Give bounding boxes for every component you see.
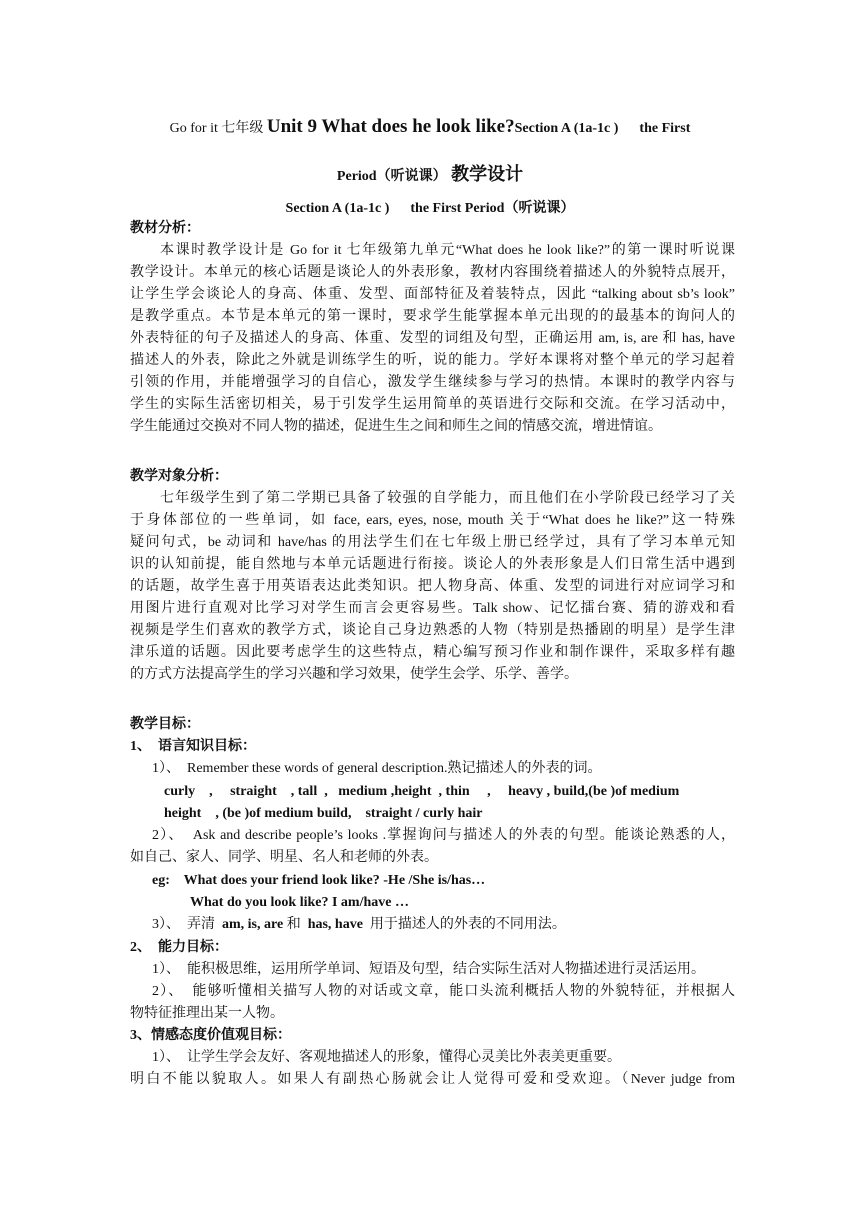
goal1-item2-cont: 如自己、家人、同学、明星、名人和老师的外表。: [130, 850, 438, 865]
materials-line: 学生的实际生活密切相关，易于引发学生运用简单的英语进行交际和交流。在学习活动中，: [130, 397, 735, 412]
goal1-heading: 1、 语言知识目标：: [130, 739, 256, 754]
materials-heading: 教材分析：: [130, 221, 200, 236]
goal1-words-line1: curly , straight , tall , medium ,height , thin , heavy , build,(be )of medium: [164, 784, 680, 799]
goal1-item1: 1）、 Remember these words of general description.熟记描述人的外表的词。: [152, 761, 602, 776]
materials-line: 描述人的外表，除此之外就是训练学生的听，说的能力。学好本课将对整个单元的学习起着: [130, 353, 735, 368]
materials-line: 教学设计。本单元的核心话题是谈论人的外表形象，教材内容围绕着描述人的外貌特点展开，: [130, 265, 735, 280]
goal1-item3-and: 和: [283, 917, 308, 932]
students-heading: 教学对象分析：: [130, 469, 228, 484]
students-line: 七年级学生到了第二学期已具备了较强的自学能力，而且他们在小学阶段已经学习了关: [160, 491, 735, 506]
document-title-line2: [0, 160, 860, 186]
materials-line: 本课时教学设计是 Go for it 七年级第九单元“What does he look like?”的第一课时听说课: [160, 243, 735, 258]
students-line: 疑问句式，be 动词和 have/has 的用法学生们在七年级上册已经学过，具有了学习本单元知: [130, 535, 735, 550]
goal2-item2: 2）、 能够听懂相关描写人物的对话或文章，能口头流利概括人物的外貌特征，并根据人: [152, 984, 735, 999]
goal3-item1-cont: 明白不能以貌取人。如果人有副热心肠就会让人觉得可爱和受欢迎。（Never judge from: [130, 1072, 735, 1087]
goal1-item3-verbs-have: has, have: [307, 917, 363, 932]
goal1-item3-suffix: 用于描述人的外表的不同用法。: [362, 917, 566, 932]
goal1-item3-prefix: 3）、 弄清: [152, 917, 222, 932]
materials-line: 外表特征的句子及描述人的身高、体重、发型的词组及句型，正确运用 am, is, are 和 has, have: [130, 331, 735, 346]
goal2-item1: 1）、 能积极思维，运用所学单词、短语及句型，结合实际生活对人物描述进行灵活运用。: [152, 962, 705, 977]
title-design: 教学设计: [446, 164, 524, 184]
goal1-words-line2: height , (be )of medium build, straight / curly hair: [164, 806, 483, 821]
document-title-line1: [0, 116, 860, 138]
title-period: Period（听说课）: [336, 169, 447, 184]
goal3-heading: 3、情感态度价值观目标：: [130, 1028, 291, 1043]
title-unit: Unit 9 What does he look like?: [266, 116, 515, 137]
goal3-item1: 1）、 让学生学会友好、客观地描述人的形象，懂得心灵美比外表美更重要。: [152, 1050, 621, 1065]
students-line: 用图片进行直观对比学习对学生而言会更容易些。Talk show、记忆擂台赛、猜的游戏和看: [130, 601, 735, 616]
goal2-item2-cont: 物特征推理出某一人物。: [130, 1006, 284, 1021]
example-line1: eg: What does your friend look like? -He /She is/has…: [152, 873, 486, 888]
goals-heading: 教学目标：: [130, 717, 200, 732]
goal1-item3: [152, 914, 735, 936]
materials-line: 学生能通过交换对不同人物的描述，促进生生之间和师生之间的情感交流，增进情谊。: [130, 419, 662, 434]
title-prefix: Go for it 七年级: [169, 121, 267, 136]
materials-line: 是教学重点。本节是本单元的第一课时，要求学生能掌握本单元出现的的最基本的询问人的: [130, 309, 735, 324]
goal1-item3-verbs-be: am, is, are: [222, 917, 284, 932]
title-section: Section A (1a-1c ) the First: [514, 121, 691, 136]
document-subtitle: Section A (1a-1c ) the First Period（听说课）: [285, 201, 575, 216]
materials-line: 引领的作用，并能增强学习的自信心，激发学生继续参与学习的热情。本课时的教学内容与: [130, 375, 735, 390]
goal1-item2: 2）、 Ask and describe people’s looks .掌握询问与描述人的外表的句型。能谈论熟悉的人，: [152, 828, 735, 843]
example-line2: What do you look like? I am/have …: [190, 895, 409, 910]
students-line: 的话题，故学生喜于用英语表达此类知识。把人物身高、体重、发型的词进行对应词学习和: [130, 579, 735, 594]
students-line: 的方式方法提高学生的学习兴趣和学习效果，使学生会学、乐学、善学。: [130, 667, 578, 682]
materials-line: 让学生学会谈论人的身高、体重、发型、面部特征及着装特点，因此 “talking about sb’s look”: [130, 287, 735, 302]
students-line: 视频是学生们喜欢的教学方式，谈论自己身边熟悉的人物（特别是热播剧的明星）是学生津: [130, 623, 735, 638]
students-line: 识的认知前提，能自然地与本单元话题进行衔接。谈论人的外表形象是人们日常生活中遇到: [130, 557, 735, 572]
goal2-heading: 2、 能力目标：: [130, 940, 228, 955]
students-line: 津乐道的话题。因此要考虑学生的这些特点，精心编写预习作业和制作课件，采取多样有趣: [130, 645, 735, 660]
students-line: 于身体部位的一些单词，如 face, ears, eyes, nose, mouth 关于“What does he like?”这一特殊: [130, 513, 735, 528]
